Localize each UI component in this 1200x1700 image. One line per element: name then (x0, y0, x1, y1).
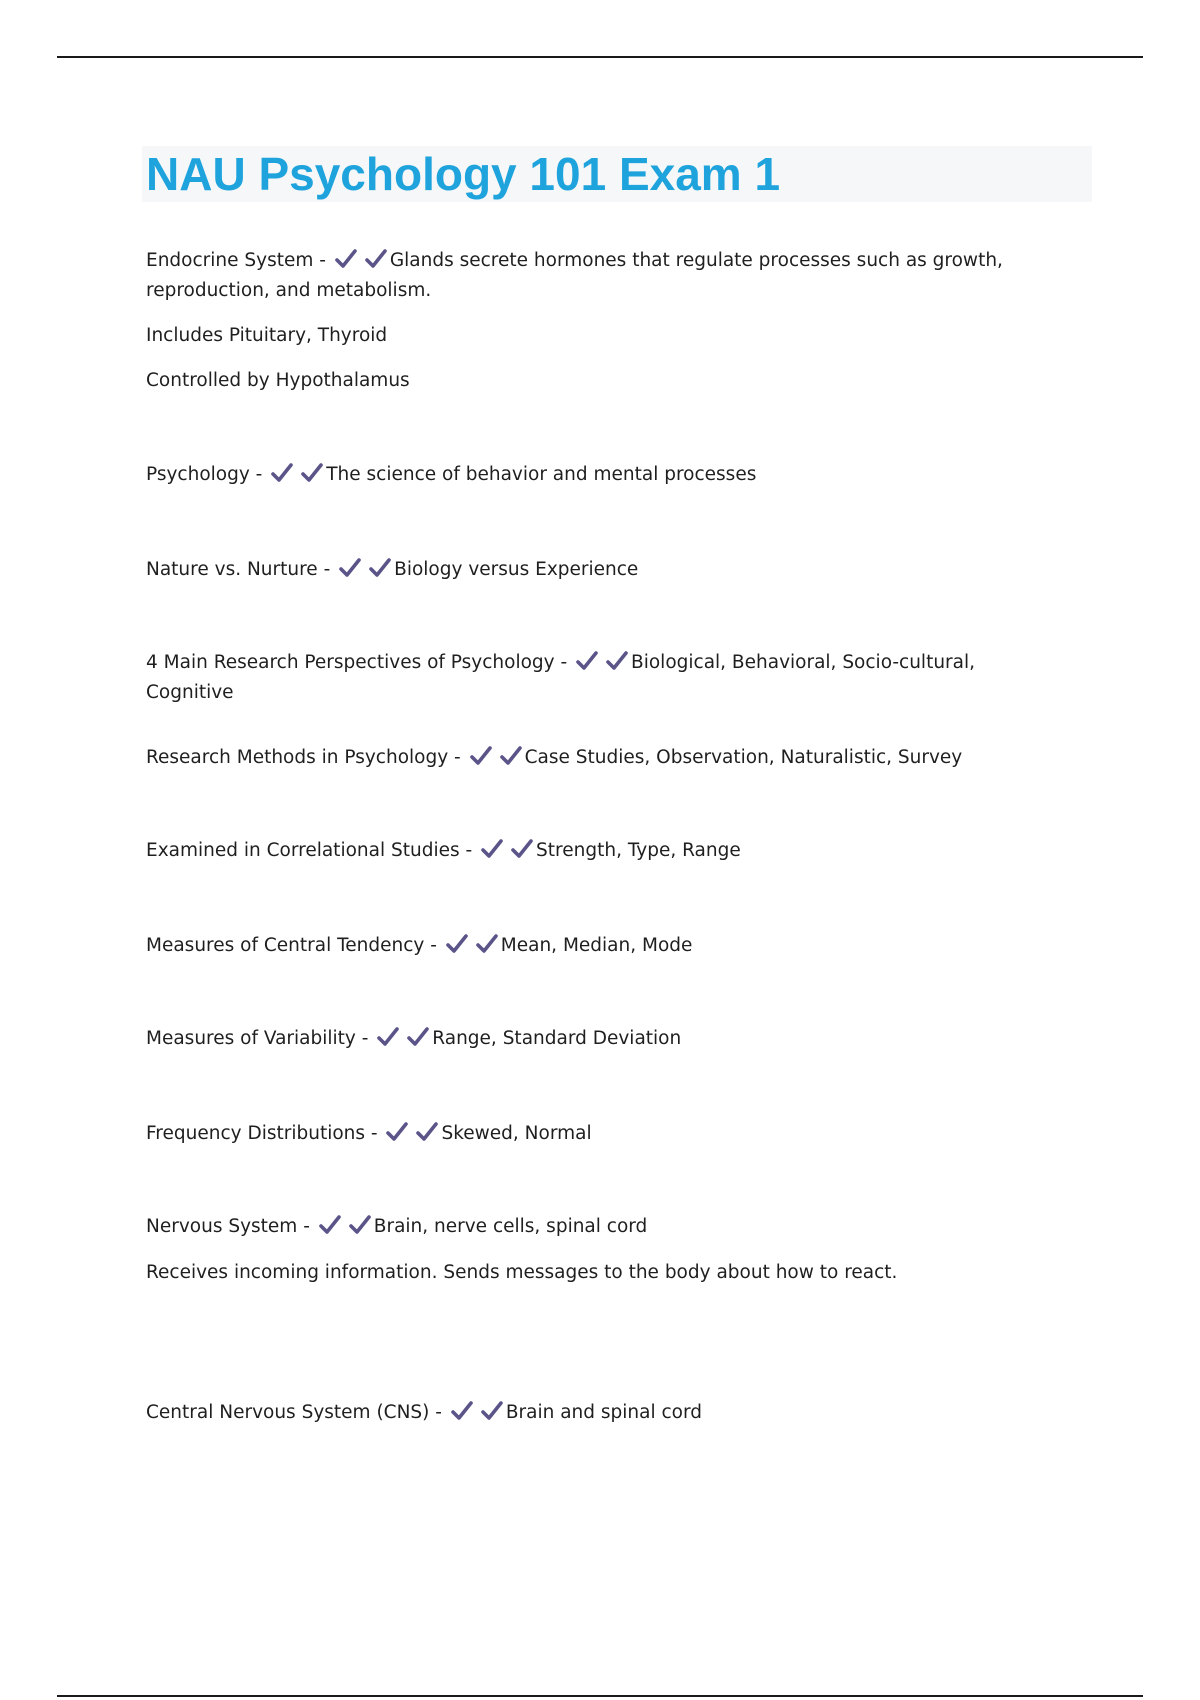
entry-term: Frequency Distributions (146, 1123, 366, 1144)
entry-term: Research Methods in Psychology (146, 747, 449, 768)
entry-line: Measures of Variability - Range, Standard Deviation (146, 1028, 682, 1049)
entry-line: 4 Main Research Perspectives of Psychology - Biological, Behavioral, Socio-cultural, Cognitive (146, 652, 976, 703)
check-mark-icon (334, 248, 358, 270)
entry-definition: Skewed, Normal (441, 1123, 592, 1144)
entry-line: Measures of Central Tendency - Mean, Median, Mode (146, 935, 693, 956)
entry-definition: Brain and spinal cord (505, 1402, 703, 1423)
entry-term: 4 Main Research Perspectives of Psychology (146, 652, 555, 673)
entry-definition: Glands secrete hormones that regulate processes such as growth, (389, 250, 1003, 271)
check-mark-icon (480, 838, 504, 860)
entry-definition: Brain, nerve cells, spinal cord (373, 1216, 648, 1237)
check-mark-icon (270, 462, 294, 484)
check-mark-icon (605, 650, 629, 672)
entry-definition-continuation: reproduction, and metabolism. (146, 280, 432, 301)
flashcard-entry-endocrine-system (146, 246, 1046, 396)
entry-definition: Strength, Type, Range (536, 840, 741, 861)
entry-definition: Case Studies, Observation, Naturalistic, Survey (524, 747, 963, 768)
flashcard-entry-frequency-distributions (146, 1119, 1046, 1149)
flashcard-entry-central-nervous-system (146, 1398, 1046, 1428)
check-mark-icon (450, 1400, 474, 1422)
entry-definition: Mean, Median, Mode (500, 935, 693, 956)
entry-note: Includes Pituitary, Thyroid (146, 325, 388, 346)
entry-line: Central Nervous System (CNS) - Brain and spinal cord (146, 1402, 703, 1423)
check-mark-icon (475, 933, 499, 955)
entry-line: Psychology - The science of behavior and mental processes (146, 464, 757, 485)
check-mark-icon (348, 1214, 372, 1236)
check-mark-icon (480, 1400, 504, 1422)
check-mark-icon (368, 557, 392, 579)
entry-line: Nervous System - Brain, nerve cells, spinal cord (146, 1216, 648, 1237)
bottom-rule (57, 1695, 1143, 1697)
flashcard-entry-correlational-studies (146, 836, 1046, 866)
entry-definition: Range, Standard Deviation (432, 1028, 682, 1049)
entry-line: Endocrine System - Glands secrete hormones that regulate processes such as growth, (146, 250, 1003, 271)
check-mark-icon (469, 745, 493, 767)
top-rule (57, 56, 1143, 58)
entry-line: Examined in Correlational Studies - Strength, Type, Range (146, 840, 741, 861)
entry-term: Endocrine System (146, 250, 314, 271)
entry-term: Measures of Central Tendency (146, 935, 425, 956)
entry-term: Nature vs. Nurture (146, 559, 318, 580)
entry-definition: Biological, Behavioral, Socio-cultural, Cognitive (146, 652, 976, 703)
entry-term: Central Nervous System (CNS) (146, 1402, 430, 1423)
check-mark-icon (499, 745, 523, 767)
entry-term: Nervous System (146, 1216, 298, 1237)
flashcard-entry-nature-vs-nurture (146, 555, 1046, 585)
check-mark-icon (415, 1121, 439, 1143)
flashcard-entry-variability (146, 1024, 1046, 1054)
entry-note: Receives incoming information. Sends messages to the body about how to react. (146, 1262, 898, 1283)
check-mark-icon (510, 838, 534, 860)
check-mark-icon (406, 1026, 430, 1048)
check-mark-icon (318, 1214, 342, 1236)
flashcard-entry-central-tendency (146, 931, 1046, 961)
flashcard-entry-research-methods (146, 743, 1046, 773)
entry-term: Examined in Correlational Studies (146, 840, 460, 861)
flashcard-entry-research-perspectives (146, 648, 1046, 708)
entry-term: Measures of Variability (146, 1028, 356, 1049)
entry-term: Psychology (146, 464, 250, 485)
entry-note: Controlled by Hypothalamus (146, 370, 410, 391)
check-mark-icon (385, 1121, 409, 1143)
flashcard-entry-psychology (146, 460, 1046, 490)
entry-line: Frequency Distributions - Skewed, Normal (146, 1123, 592, 1144)
entry-definition: Biology versus Experience (394, 559, 639, 580)
flashcard-entry-nervous-system (146, 1212, 1046, 1288)
check-mark-icon (575, 650, 599, 672)
page-title: NAU Psychology 101 Exam 1 (146, 148, 781, 200)
check-mark-icon (376, 1026, 400, 1048)
check-mark-icon (300, 462, 324, 484)
check-mark-icon (364, 248, 388, 270)
entry-definition: The science of behavior and mental processes (326, 464, 757, 485)
entry-line: Research Methods in Psychology - Case Studies, Observation, Naturalistic, Survey (146, 747, 963, 768)
check-mark-icon (445, 933, 469, 955)
entry-line: Nature vs. Nurture - Biology versus Experience (146, 559, 639, 580)
check-mark-icon (338, 557, 362, 579)
